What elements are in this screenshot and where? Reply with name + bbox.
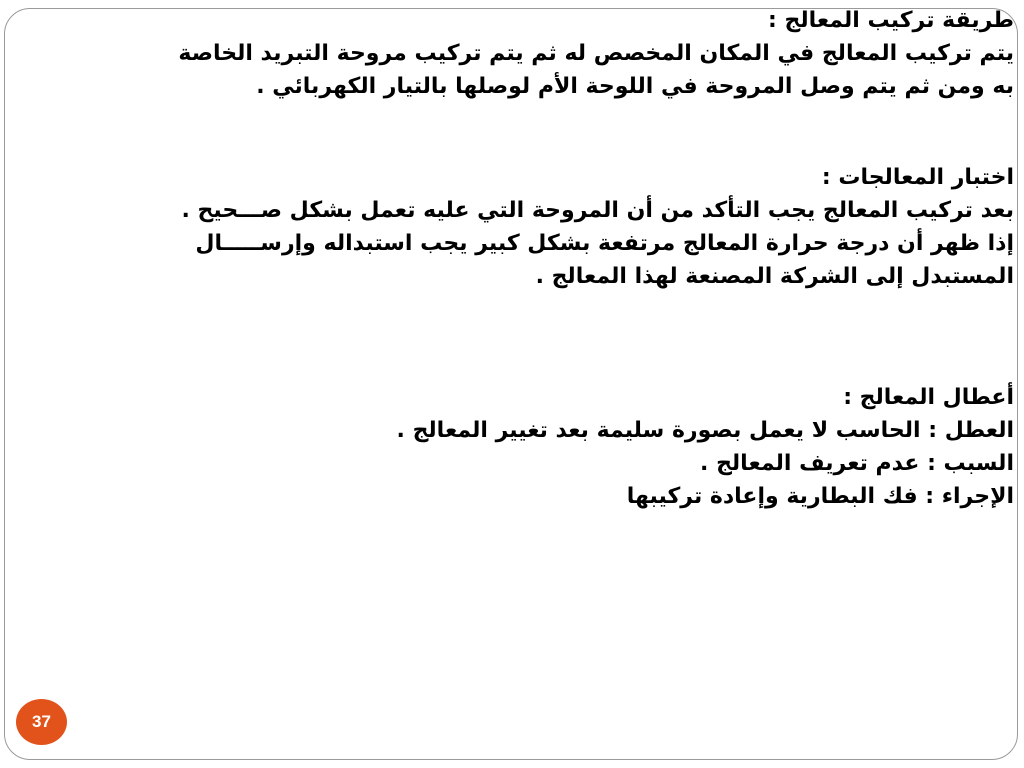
- text-line: المستبدل إلى الشركة المصنعة لهذا المعالج .: [535, 264, 1014, 289]
- slide-content: [14, 4, 1014, 513]
- cause-line: السبب : عدم تعريف المعالج .: [700, 451, 1014, 476]
- section-heading-testing: اختبار المعالجات :: [821, 165, 1014, 190]
- text-line: يتم تركيب المعالج في المكان المخصص له ثم يتم تركيب مروحة التبريد الخاصة: [178, 41, 1014, 66]
- section-testing: [14, 161, 1014, 293]
- section-install: [14, 4, 1014, 103]
- section-heading-faults: أعطال المعالج :: [843, 385, 1014, 410]
- section-heading-install: طريقة تركيب المعالج :: [768, 8, 1014, 33]
- action-line: الإجراء : فك البطارية وإعادة تركيبها: [626, 484, 1014, 509]
- text-line: به ومن ثم يتم وصل المروحة في اللوحة الأم لوصلها بالتيار الكهربائي .: [256, 74, 1014, 99]
- text-line: بعد تركيب المعالج يجب التأكد من أن المروحة التي عليه تعمل بشكل صـــحيح .: [181, 198, 1014, 223]
- page-number-badge: 37: [16, 699, 67, 745]
- section-faults: [14, 381, 1014, 513]
- text-line: إذا ظهر أن درجة حرارة المعالج مرتفعة بشكل كبير يجب استبداله وإرســـــال: [195, 231, 1014, 256]
- fault-line: العطل : الحاسب لا يعمل بصورة سليمة بعد تغيير المعالج .: [396, 418, 1014, 443]
